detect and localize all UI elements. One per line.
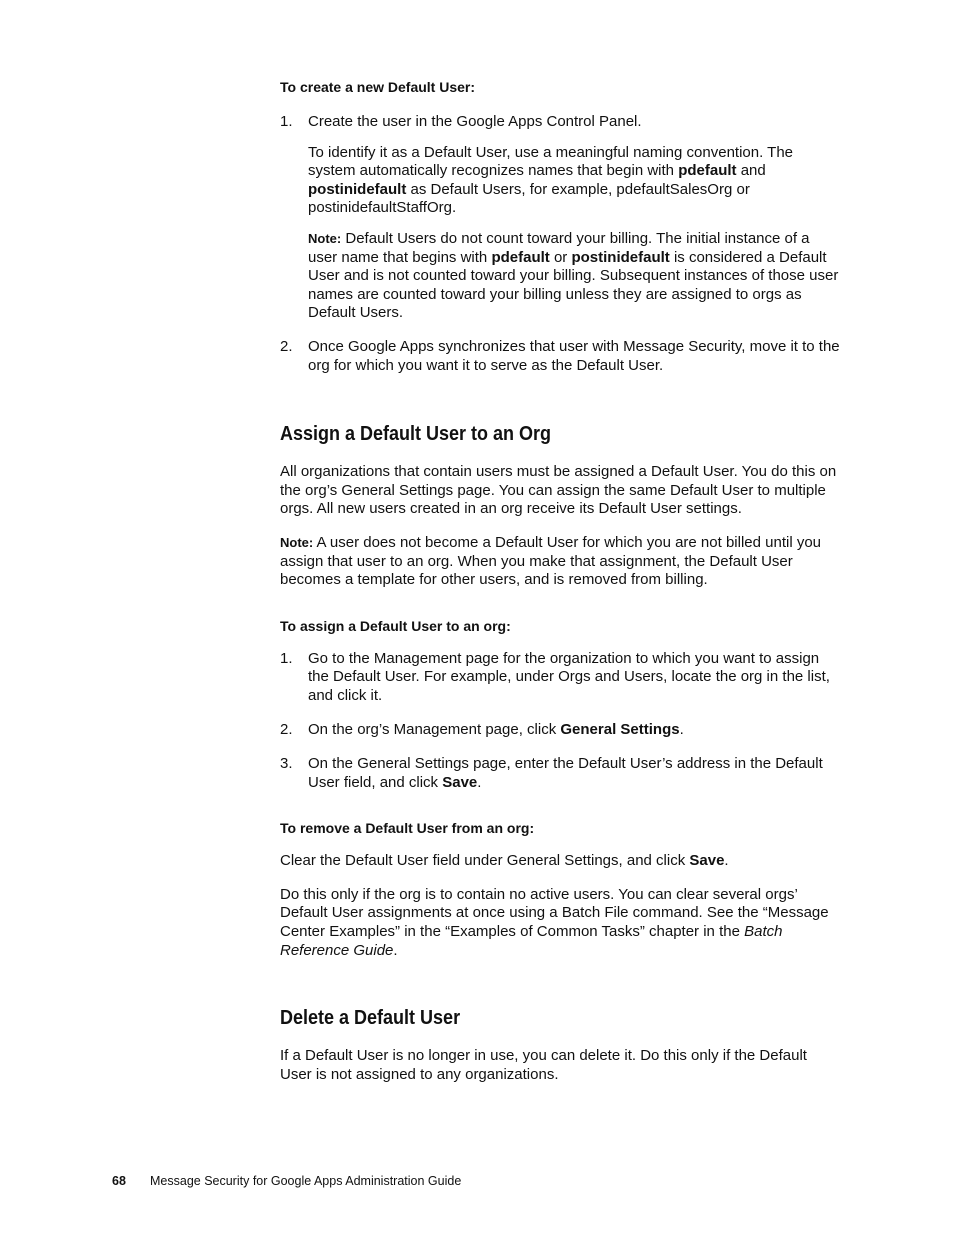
assign-intro-paragraph: All organizations that contain users must be assigned a Default User. You do this on the org’s General Settings page. You can assign the same Default User to multiple orgs. All new users created in an org receive its Default User settings. bbox=[280, 463, 837, 518]
procedure-title-assign: To assign a Default User to an org: bbox=[280, 617, 511, 634]
delete-paragraph: If a Default User is no longer in use, you can delete it. Do this only if the Default User is not assigned to any organizations. bbox=[280, 1047, 807, 1083]
page-content bbox=[280, 78, 840, 1084]
list-item bbox=[280, 338, 840, 375]
billing-note: Note: Default Users do not count toward your billing. The initial instance of a user name that begins with pdefault or postinidefault is considered a Default User and is not counted toward your billing. Subsequent instances of those user names are counted toward your billing unless they are assigned to orgs as Default Users. bbox=[308, 229, 839, 322]
list-item bbox=[280, 755, 840, 792]
step-text: On the General Settings page, enter the Default User’s address in the Default User field, and click Save. bbox=[308, 755, 823, 791]
list-item bbox=[280, 650, 840, 706]
step-number: 3. bbox=[280, 755, 293, 773]
step-text: On the org’s Management page, click General Settings. bbox=[308, 721, 684, 739]
section-heading-delete: Delete a Default User bbox=[280, 1007, 461, 1030]
assign-note: Note: A user does not become a Default User for which you are not billed until you assign that user to an org. When you make that assignment, the Default User becomes a template for other users, and is removed from billing. bbox=[280, 533, 822, 589]
step-number: 2. bbox=[280, 337, 293, 355]
batch-file-paragraph: Do this only if the org is to contain no active users. You can clear several orgs’ Default User assignments at once using a Batch File command. See the “Message Center Examples” in the “Examples of Common Tasks” chapter in the Batch Reference Guide. bbox=[280, 885, 829, 959]
procedure-title-remove: To remove a Default User from an org: bbox=[280, 820, 535, 837]
page-number: 68 bbox=[112, 1174, 126, 1188]
page-footer bbox=[112, 1174, 461, 1188]
guide-title: Message Security for Google Apps Administration Guide bbox=[150, 1174, 462, 1188]
step-number: 1. bbox=[280, 649, 293, 667]
step-text: Once Google Apps synchronizes that user with Message Security, move it to the org for which you want it to serve as the Default User. bbox=[308, 337, 840, 374]
step-number: 1. bbox=[280, 113, 293, 130]
list-item bbox=[280, 113, 840, 323]
step-number: 2. bbox=[280, 721, 293, 739]
section-heading-assign: Assign a Default User to an Org bbox=[280, 423, 552, 446]
procedure-title-create: To create a new Default User: bbox=[280, 79, 476, 95]
step-text: Go to the Management page for the organization to which you want to assign the Default User. For example, under Orgs and Users, locate the org in the list, and click it. bbox=[308, 649, 830, 704]
reference-guide-title: Batch Reference Guide bbox=[280, 923, 783, 959]
step-text: Create the user in the Google Apps Control Panel. bbox=[308, 113, 642, 130]
list-item bbox=[280, 721, 840, 740]
remove-paragraph: Clear the Default User field under General Settings, and click Save. bbox=[280, 852, 729, 870]
note-label: Note: bbox=[280, 534, 314, 550]
naming-convention-paragraph: To identify it as a Default User, use a meaningful naming convention. The system automatically recognizes names that begin with pdefault and postinidefault as Default Users, for example, pdefaultSalesOrg or postinidefaultStaffOrg. bbox=[308, 143, 794, 217]
note-label: Note: bbox=[308, 230, 342, 246]
